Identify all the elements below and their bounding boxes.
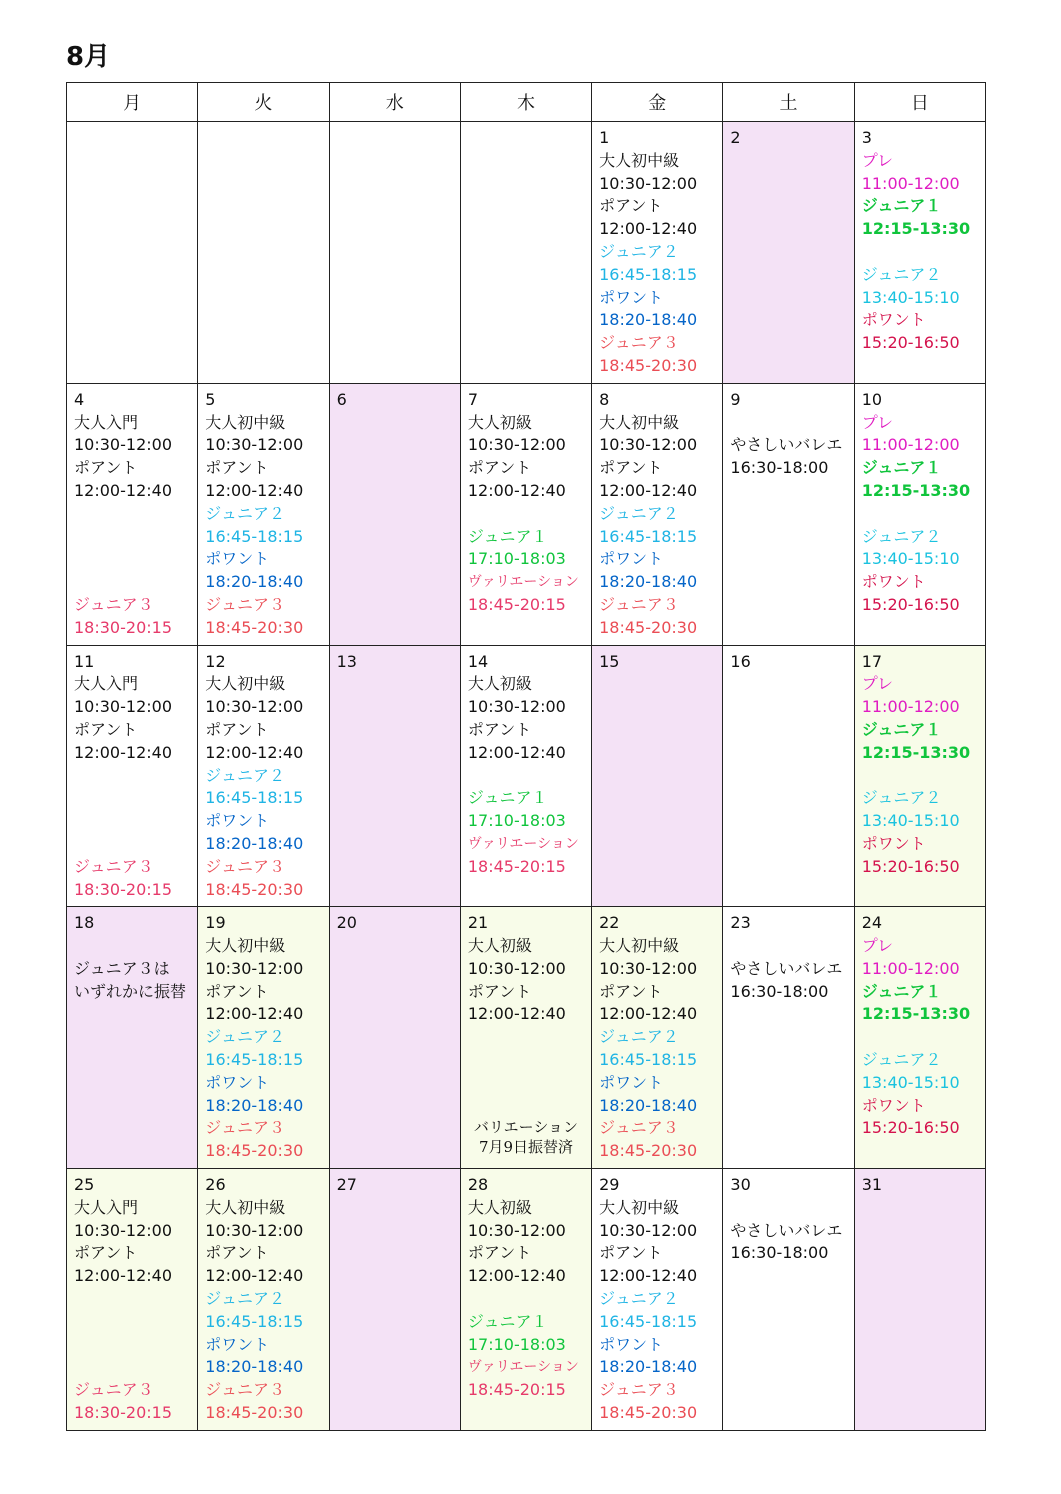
schedule-spacer (862, 503, 978, 526)
schedule-line: 12:00-12:40 (74, 1266, 172, 1286)
schedule-line: 18:45-20:15 (467, 856, 566, 876)
schedule-line: 12:00-12:40 (467, 742, 566, 762)
schedule-line: やさしいバレエ (730, 1220, 843, 1240)
schedule-line: 10:30-12:00 (467, 958, 566, 978)
schedule-line: ポアント (74, 1243, 138, 1263)
schedule-line: 15:20-16:50 (861, 594, 960, 614)
calendar-day-cell (460, 1169, 591, 1431)
schedule-spacer (468, 1095, 584, 1118)
calendar-day-cell (198, 907, 329, 1169)
schedule-line: 10:30-12:00 (599, 1220, 698, 1240)
schedule-line: 12:00-12:40 (205, 742, 304, 762)
schedule-line: 12:15-13:30 (861, 742, 971, 762)
schedule-line: ポアント (74, 719, 138, 739)
calendar-day-cell (329, 122, 460, 384)
schedule-line: ジュニア３ (74, 1380, 154, 1400)
schedule-line: 18:20-18:40 (599, 310, 698, 330)
calendar-day-cell (198, 383, 329, 645)
schedule-line: 12:00-12:40 (599, 480, 698, 500)
calendar-day-cell (329, 645, 460, 907)
calendar-day-cell (723, 1169, 854, 1431)
calendar-week-row (67, 383, 986, 645)
schedule-line: 15:20-16:50 (861, 856, 960, 876)
schedule-line: 10:30-12:00 (205, 697, 304, 717)
day-number: 18 (74, 913, 95, 933)
day-number: 16 (730, 651, 751, 671)
schedule-line: 18:45-20:30 (205, 1403, 304, 1423)
schedule-line: 大人初中級 (205, 936, 286, 956)
schedule-spacer (468, 1072, 584, 1095)
schedule-line: ジュニア１ (467, 788, 548, 808)
calendar-day-cell (592, 645, 723, 907)
schedule-line: ポアント (467, 719, 532, 739)
weekday-fri: 金 (592, 83, 723, 122)
schedule-line: 18:45-20:30 (205, 879, 304, 899)
schedule-line: ジュニア２ (861, 264, 942, 284)
schedule-line: 18:20-18:40 (205, 572, 304, 592)
schedule-line: 大人入門 (74, 674, 139, 694)
schedule-line: 18:45-20:30 (599, 617, 698, 637)
schedule-line: ポワント (861, 572, 926, 592)
schedule-spacer (74, 526, 190, 549)
day-number: 8 (599, 389, 610, 409)
day-number (468, 127, 584, 150)
schedule-line: ポアント (467, 458, 532, 478)
schedule-spacer (468, 1049, 584, 1072)
schedule-line: いずれかに振替 (74, 981, 187, 1001)
schedule-line: ジュニア１ (861, 981, 942, 1001)
day-number (205, 127, 321, 150)
schedule-line: プレ (861, 150, 894, 170)
schedule-spacer (74, 787, 190, 810)
schedule-line: ポアント (467, 981, 532, 1001)
calendar-day-cell (460, 907, 591, 1169)
schedule-line: 18:20-18:40 (599, 572, 698, 592)
day-number: 7 (467, 389, 479, 409)
day-number: 1 (599, 128, 610, 147)
schedule-line: ジュニア２ (861, 788, 942, 808)
schedule-line: 18:45-20:15 (467, 594, 566, 614)
schedule-line: 18:20-18:40 (205, 833, 304, 853)
day-number: 29 (599, 1175, 620, 1195)
schedule-spacer (862, 241, 978, 264)
schedule-spacer (74, 1288, 190, 1311)
schedule-line: 18:20-18:40 (599, 1095, 698, 1115)
calendar-day-cell (67, 383, 198, 645)
schedule-line: 大人入門 (74, 412, 139, 432)
schedule-line: 12:00-12:40 (74, 742, 172, 762)
page-title: 8月 (66, 42, 111, 72)
schedule-line: 16:45-18:15 (599, 1050, 698, 1070)
schedule-line: ジュニア２ (861, 1050, 942, 1070)
schedule-line: 16:45-18:15 (205, 1311, 304, 1331)
schedule-line: 大人初級 (467, 412, 532, 432)
day-number: 26 (205, 1175, 226, 1195)
schedule-line: 17:10-18:03 (467, 549, 566, 569)
schedule-line: 15:20-16:50 (861, 1118, 960, 1138)
schedule-line: ジュニア３ (205, 856, 285, 876)
day-number (74, 127, 190, 150)
schedule-line: プレ (861, 674, 894, 694)
day-number: 24 (861, 913, 883, 933)
schedule-spacer (730, 412, 846, 435)
schedule-line: バリエーション (473, 1118, 579, 1137)
schedule-line: ポアント (205, 981, 269, 1001)
schedule-line: 18:45-20:30 (599, 1403, 698, 1423)
calendar-week-row (67, 907, 986, 1169)
schedule-line: ジュニア３ (74, 856, 154, 876)
schedule-line: やさしいバレエ (730, 958, 843, 978)
schedule-line: 16:30-18:00 (730, 981, 829, 1001)
schedule-line: ポワント (205, 1072, 270, 1092)
weekday-wed: 水 (329, 83, 460, 122)
schedule-line: 16:30-18:00 (730, 458, 829, 478)
calendar-day-cell (460, 383, 591, 645)
schedule-spacer (74, 503, 190, 526)
schedule-line: 10:30-12:00 (205, 1220, 304, 1240)
schedule-line: 10:30-12:00 (599, 435, 698, 455)
schedule-line: 17:10-18:03 (467, 811, 566, 831)
schedule-line: 16:30-18:00 (730, 1243, 829, 1263)
schedule-line: ポアント (599, 1243, 663, 1263)
schedule-line: ポワント (205, 549, 270, 569)
schedule-line: ジュニア２ (599, 503, 679, 523)
schedule-line: ジュニア１ (467, 1311, 548, 1331)
schedule-spacer (74, 935, 190, 958)
day-number (337, 127, 453, 150)
day-number: 5 (205, 389, 216, 409)
calendar-day-cell (329, 907, 460, 1169)
schedule-line: ジュニア１ (861, 196, 942, 216)
schedule-line: 13:40-15:10 (861, 287, 960, 307)
calendar-day-cell (198, 122, 329, 384)
schedule-spacer (74, 810, 190, 833)
calendar-day-cell (592, 907, 723, 1169)
schedule-line: ヴァリエーション (467, 574, 579, 591)
day-number: 9 (730, 389, 741, 409)
schedule-line: ジュニア２ (205, 1027, 285, 1047)
calendar-week-row (67, 1169, 986, 1431)
schedule-line: 10:30-12:00 (599, 173, 698, 193)
calendar-day-cell (723, 383, 854, 645)
schedule-line: プレ (861, 936, 894, 956)
schedule-line: 大人初中級 (599, 1197, 680, 1217)
schedule-line: 16:45-18:15 (205, 1050, 304, 1070)
schedule-line: ポワント (599, 549, 664, 569)
schedule-line: 大人初級 (467, 936, 532, 956)
schedule-line: 18:45-20:30 (599, 1141, 698, 1161)
schedule-line: 12:00-12:40 (205, 480, 304, 500)
weekday-header-row (67, 83, 986, 122)
schedule-line: 16:45-18:15 (599, 526, 698, 546)
day-number: 6 (336, 389, 347, 409)
schedule-spacer (730, 935, 846, 958)
day-number: 12 (205, 651, 226, 671)
day-number: 15 (599, 651, 620, 671)
schedule-line: 17:10-18:03 (467, 1334, 566, 1354)
day-number: 10 (861, 389, 883, 409)
schedule-line: 18:20-18:40 (599, 1357, 698, 1377)
calendar-day-cell (854, 383, 985, 645)
schedule-line: 10:30-12:00 (74, 1220, 172, 1240)
schedule-line: 12:00-12:40 (205, 1004, 304, 1024)
schedule-line: ヴァリエーション (467, 1359, 579, 1376)
schedule-line: ポアント (205, 1243, 269, 1263)
schedule-line: ポアント (205, 719, 269, 739)
schedule-line: 大人初中級 (205, 412, 286, 432)
schedule-line: ジュニア３ (599, 333, 679, 353)
schedule-line: 大人初中級 (205, 1197, 286, 1217)
schedule-line: やさしいバレエ (730, 435, 843, 455)
schedule-line: 10:30-12:00 (205, 435, 304, 455)
schedule-spacer (74, 1334, 190, 1357)
calendar-day-cell (854, 1169, 985, 1431)
schedule-line: ポアント (599, 981, 663, 1001)
schedule-line: ジュニア１ (467, 526, 548, 546)
schedule-spacer (730, 1197, 846, 1220)
calendar-day-cell (198, 645, 329, 907)
schedule-line: 11:00-12:00 (861, 958, 960, 978)
schedule-line: 12:15-13:30 (861, 1004, 971, 1024)
schedule-line: ポワント (861, 833, 926, 853)
schedule-line: ジュニア３ (599, 1118, 679, 1138)
schedule-line: 12:00-12:40 (599, 219, 698, 239)
schedule-spacer (468, 1026, 584, 1049)
day-number: 21 (467, 913, 489, 933)
calendar-day-cell (723, 645, 854, 907)
schedule-line: 11:00-12:00 (861, 435, 960, 455)
schedule-line: 13:40-15:10 (861, 549, 960, 569)
calendar-week-row (67, 645, 986, 907)
schedule-line: 大人初級 (467, 674, 532, 694)
schedule-line: ジュニア２ (861, 526, 942, 546)
schedule-line: 15:20-16:50 (861, 333, 960, 353)
calendar-day-cell (67, 1169, 198, 1431)
weekday-sun: 日 (854, 83, 985, 122)
schedule-spacer (74, 571, 190, 594)
schedule-spacer (74, 765, 190, 788)
schedule-line: 18:45-20:30 (205, 617, 304, 637)
schedule-line: ジュニア２ (205, 1289, 285, 1309)
schedule-line: ジュニア３ (205, 1118, 285, 1138)
calendar-day-cell (723, 122, 854, 384)
day-number: 19 (205, 913, 226, 933)
schedule-line: 12:00-12:40 (599, 1004, 698, 1024)
schedule-line: 18:30-20:15 (74, 617, 172, 637)
schedule-line: 10:30-12:00 (74, 697, 172, 717)
schedule-line: ポワント (599, 287, 664, 307)
schedule-line: ポアント (74, 458, 138, 478)
day-number: 22 (599, 913, 620, 933)
schedule-line: ポアント (205, 458, 269, 478)
schedule-line: 13:40-15:10 (861, 811, 960, 831)
day-number: 30 (730, 1175, 751, 1195)
calendar-day-cell (460, 122, 591, 384)
calendar-day-cell (198, 1169, 329, 1431)
calendar-day-cell (67, 907, 198, 1169)
schedule-line: ジュニア１ (861, 458, 942, 478)
schedule-line: 10:30-12:00 (467, 435, 566, 455)
schedule-line: 13:40-15:10 (861, 1072, 960, 1092)
schedule-line: ポワント (599, 1334, 664, 1354)
calendar-day-cell (329, 1169, 460, 1431)
schedule-line: ポアント (599, 196, 663, 216)
schedule-line: ジュニア１ (861, 719, 942, 739)
schedule-line: 大人初級 (467, 1197, 532, 1217)
schedule-line: 10:30-12:00 (467, 697, 566, 717)
calendar-day-cell (592, 383, 723, 645)
weekday-thu: 木 (460, 83, 591, 122)
schedule-line: 12:00-12:40 (74, 480, 172, 500)
weekday-tue: 火 (198, 83, 329, 122)
schedule-spacer (74, 548, 190, 571)
schedule-spacer (468, 1288, 584, 1311)
schedule-line: 11:00-12:00 (861, 173, 960, 193)
schedule-line: 12:00-12:40 (467, 1004, 566, 1024)
schedule-line: ポワント (861, 1095, 926, 1115)
day-number: 20 (336, 913, 357, 933)
calendar-week-row (67, 122, 986, 384)
schedule-spacer (862, 765, 978, 788)
schedule-line: 大人初中級 (599, 936, 680, 956)
calendar-day-cell (854, 645, 985, 907)
schedule-line: ジュニア２ (599, 1027, 679, 1047)
schedule-spacer (74, 1311, 190, 1334)
calendar-day-cell (460, 645, 591, 907)
schedule-line: 18:20-18:40 (205, 1357, 304, 1377)
day-number: 13 (336, 651, 357, 671)
schedule-line: ジュニア３ (205, 594, 285, 614)
day-number: 4 (74, 389, 85, 409)
calendar-grid (66, 82, 986, 1431)
schedule-line: 10:30-12:00 (467, 1220, 566, 1240)
schedule-line: 12:15-13:30 (861, 219, 971, 239)
schedule-line: ポアント (467, 1243, 532, 1263)
schedule-line: ジュニア３ (599, 594, 679, 614)
schedule-line: 12:15-13:30 (861, 480, 971, 500)
schedule-line: ポワント (205, 1334, 270, 1354)
calendar-day-cell (67, 122, 198, 384)
schedule-line: 12:00-12:40 (467, 1266, 566, 1286)
schedule-line: 7月9日振替済 (478, 1138, 574, 1157)
schedule-line: ポアント (599, 458, 663, 478)
calendar-day-cell (592, 122, 723, 384)
schedule-spacer (862, 1026, 978, 1049)
schedule-line: ポワント (205, 811, 270, 831)
day-number: 2 (730, 128, 741, 147)
schedule-line: 大人初中級 (599, 412, 680, 432)
schedule-line: ジュニア３ (205, 1380, 285, 1400)
day-number: 28 (467, 1175, 489, 1195)
schedule-line: ジュニア２ (205, 765, 285, 785)
calendar-day-cell (67, 645, 198, 907)
calendar-day-cell (329, 383, 460, 645)
calendar-day-cell (592, 1169, 723, 1431)
calendar-day-cell (854, 122, 985, 384)
schedule-line: 12:00-12:40 (467, 480, 566, 500)
schedule-spacer (74, 1356, 190, 1379)
schedule-line: 16:45-18:15 (599, 1311, 698, 1331)
schedule-line: 18:45-20:30 (205, 1141, 304, 1161)
schedule-line: 10:30-12:00 (74, 435, 172, 455)
schedule-line: 18:45-20:30 (599, 355, 698, 375)
schedule-line: 18:20-18:40 (205, 1095, 304, 1115)
schedule-line: ジュニア２ (205, 503, 285, 523)
schedule-line: 大人初中級 (599, 150, 680, 170)
schedule-line: ジュニア２ (599, 1289, 679, 1309)
schedule-line: 10:30-12:00 (205, 958, 304, 978)
day-number: 27 (336, 1175, 357, 1195)
day-number: 14 (467, 651, 489, 671)
day-number: 3 (861, 128, 872, 147)
calendar-day-cell (723, 907, 854, 1169)
schedule-line: ポワント (861, 310, 926, 330)
schedule-line: 18:30-20:15 (74, 879, 172, 899)
schedule-line: 12:00-12:40 (599, 1266, 698, 1286)
day-number: 25 (74, 1175, 95, 1195)
schedule-line: 大人初中級 (205, 674, 286, 694)
schedule-spacer (468, 503, 584, 526)
day-number: 17 (861, 651, 883, 671)
schedule-line: 18:30-20:15 (74, 1403, 172, 1423)
schedule-line: ジュニア２ (599, 241, 679, 261)
calendar-day-cell (854, 907, 985, 1169)
calendar-body (67, 122, 986, 1431)
day-number: 11 (74, 651, 95, 671)
schedule-line: ヴァリエーション (467, 835, 579, 852)
schedule-spacer (74, 833, 190, 856)
schedule-line: ジュニア３ (599, 1380, 679, 1400)
schedule-spacer (468, 765, 584, 788)
day-number: 23 (730, 913, 751, 933)
schedule-line: 12:00-12:40 (205, 1266, 304, 1286)
schedule-line: ジュニア３は (74, 958, 170, 978)
weekday-sat: 土 (723, 83, 854, 122)
day-number: 31 (861, 1175, 883, 1195)
schedule-line: プレ (861, 412, 894, 432)
schedule-line: 大人入門 (74, 1197, 139, 1217)
schedule-line: 16:45-18:15 (205, 526, 304, 546)
schedule-line: ポワント (599, 1072, 664, 1092)
schedule-line: 11:00-12:00 (861, 697, 960, 717)
schedule-line: 16:45-18:15 (599, 264, 698, 284)
schedule-line: 16:45-18:15 (205, 788, 304, 808)
schedule-line: ジュニア３ (74, 594, 154, 614)
schedule-line: 18:45-20:15 (467, 1380, 566, 1400)
weekday-mon: 月 (67, 83, 198, 122)
schedule-line: 10:30-12:00 (599, 958, 698, 978)
